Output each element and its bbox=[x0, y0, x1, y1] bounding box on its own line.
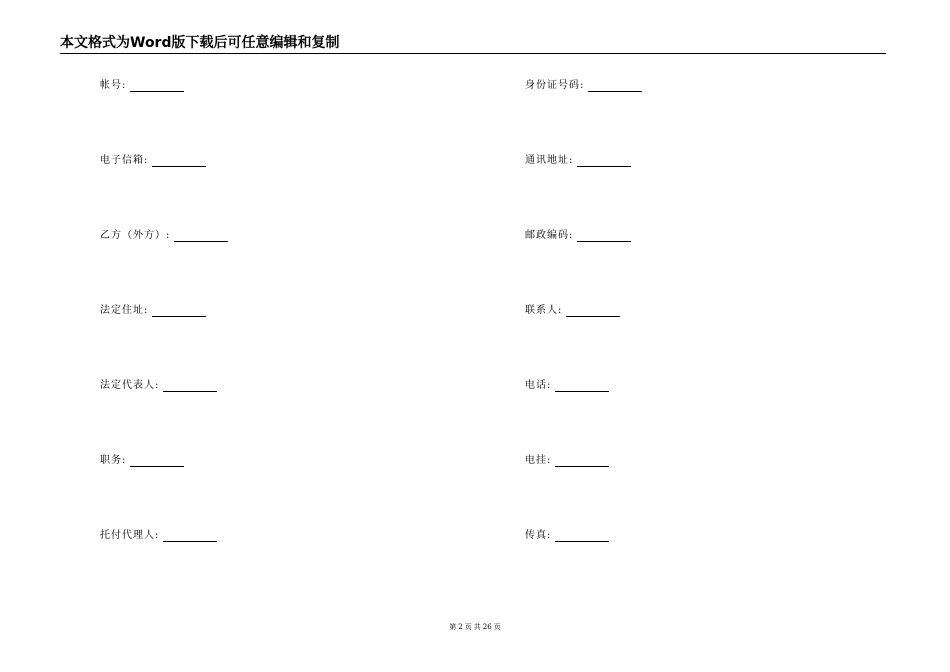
contact-person-blank-line[interactable] bbox=[566, 305, 620, 317]
id-number-field bbox=[525, 80, 642, 92]
total-unit: 页 bbox=[493, 623, 501, 631]
party-b-label: 乙方（外方）: bbox=[100, 230, 171, 241]
legal-representative-field bbox=[100, 380, 217, 392]
page-unit: 页 bbox=[464, 623, 472, 631]
email-blank-line[interactable] bbox=[152, 155, 206, 167]
header-title: 本文格式为Word版下载后可任意编辑和复制 bbox=[60, 35, 340, 51]
legal-address-blank-line[interactable] bbox=[152, 305, 206, 317]
position-field bbox=[100, 455, 184, 467]
email-label: 电子信箱: bbox=[100, 155, 149, 166]
id-number-label: 身份证号码: bbox=[525, 80, 585, 91]
mailing-address-label: 通讯地址: bbox=[525, 155, 574, 166]
agent-label: 托付代理人: bbox=[100, 530, 160, 541]
page-word: 第 bbox=[449, 623, 457, 631]
account-label: 帐号: bbox=[100, 80, 127, 91]
phone-label: 电话: bbox=[525, 380, 552, 391]
phone-field bbox=[525, 380, 609, 392]
account-field bbox=[100, 80, 184, 92]
telegraph-label: 电挂: bbox=[525, 455, 552, 466]
fax-blank-line[interactable] bbox=[555, 530, 609, 542]
legal-address-field bbox=[100, 305, 206, 317]
fax-field bbox=[525, 530, 609, 542]
legal-address-label: 法定住址: bbox=[100, 305, 149, 316]
telegraph-blank-line[interactable] bbox=[555, 455, 609, 467]
contact-person-field bbox=[525, 305, 620, 317]
page-footer bbox=[0, 622, 950, 632]
page-current-number: 2 bbox=[458, 623, 463, 631]
account-blank-line[interactable] bbox=[130, 80, 184, 92]
position-blank-line[interactable] bbox=[130, 455, 184, 467]
agent-blank-line[interactable] bbox=[163, 530, 217, 542]
email-field bbox=[100, 155, 206, 167]
id-number-blank-line[interactable] bbox=[588, 80, 642, 92]
mailing-address-blank-line[interactable] bbox=[577, 155, 631, 167]
contact-person-label: 联系人: bbox=[525, 305, 563, 316]
mailing-address-field bbox=[525, 155, 631, 167]
position-label: 职务: bbox=[100, 455, 127, 466]
fax-label: 传真: bbox=[525, 530, 552, 541]
phone-blank-line[interactable] bbox=[555, 380, 609, 392]
agent-field bbox=[100, 530, 217, 542]
postal-code-blank-line[interactable] bbox=[577, 230, 631, 242]
postal-code-label: 邮政编码: bbox=[525, 230, 574, 241]
legal-representative-label: 法定代表人: bbox=[100, 380, 160, 391]
page-total-number: 26 bbox=[482, 623, 492, 631]
total-word: 共 bbox=[473, 623, 481, 631]
postal-code-field bbox=[525, 230, 631, 242]
party-b-blank-line[interactable] bbox=[174, 230, 228, 242]
page-header bbox=[60, 34, 886, 54]
party-b-field bbox=[100, 230, 228, 242]
legal-representative-blank-line[interactable] bbox=[163, 380, 217, 392]
telegraph-field bbox=[525, 455, 609, 467]
